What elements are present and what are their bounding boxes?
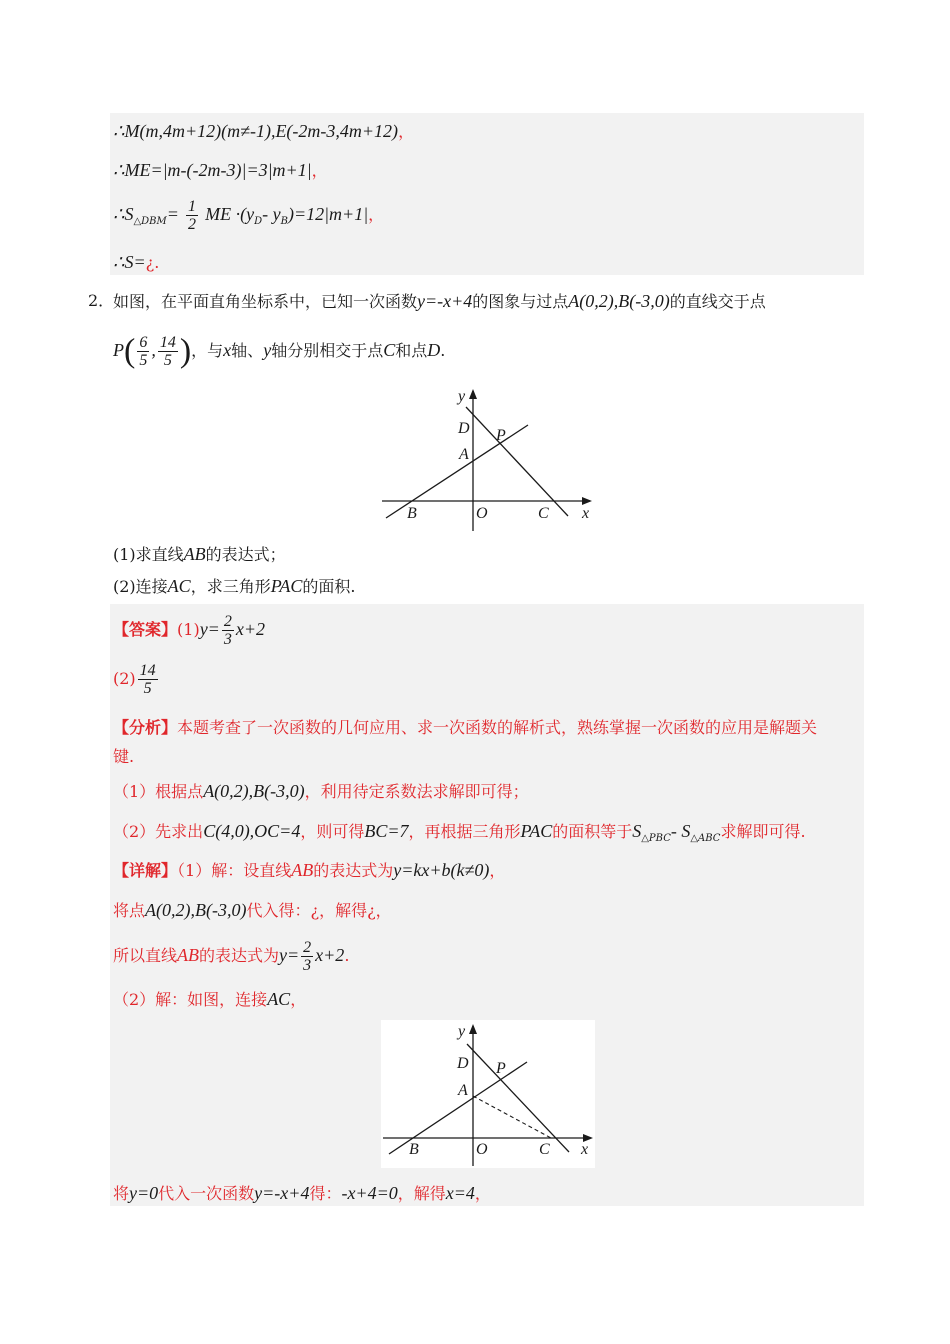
problem-number: 2．: [88, 291, 115, 310]
label-b-2: B: [409, 1141, 419, 1158]
detail-line-3: 所以直线AB的表达式为y= $\frac{2}{3}$ x+2.: [113, 939, 350, 974]
coordinate-figure-2: [381, 1020, 595, 1168]
label-x-2: x: [581, 1141, 589, 1158]
top-line-4: ∴S=¿.: [113, 252, 160, 272]
top-line-3: $\therefore S_{\triangle DBM}=$ $\frac{1}{2}$ ME $\cdot(y_D-$ $y_B)=12|m+1|$，: [113, 198, 385, 233]
label-x: x: [582, 505, 590, 522]
label-c-2: C: [539, 1141, 550, 1158]
top-line-2: ∴ME=|m-(-2m-3)|=3|m+1|，: [113, 160, 328, 180]
detail-line-4: （2）解：如图，连接AC，: [113, 989, 307, 1009]
question-2: (2)连接AC，求三角形PAC的面积.: [113, 576, 356, 596]
detail-line-2: 将点A(0,2),B(-3,0)代入得：¿，解得¿，: [113, 900, 392, 920]
label-d: D: [458, 420, 470, 437]
label-p: P: [496, 427, 506, 444]
fraction-one-half: $\frac{1}{2}$: [188, 198, 196, 233]
label-p-2: P: [496, 1060, 506, 1077]
detail-line-5: 将y=0代入一次函数y=-x+4得：-x+4=0，解得x=4，: [113, 1183, 491, 1203]
label-y-2: y: [458, 1023, 466, 1040]
problem-line-2: P( $\frac{6}{5}$ , $\frac{14}{5}$ )，与x轴、y轴分别相交于点C和点D.: [113, 332, 446, 370]
answer-line-2: (2) $\frac{14}{5}$: [113, 662, 156, 697]
analysis-step-2: （2）先求出C(4,0),OC=4，则可得BC=7，再根据三角形PAC的面积等于$S_{\triangle PBC}-$ $S_{\triangle ABC}$求解即可得.: [113, 821, 806, 844]
detail-line-1: 【详解】（1）解：设直线AB的表达式为y=kx+b(k≠0)，: [113, 860, 506, 880]
label-d-2: D: [457, 1055, 469, 1072]
label-o-2: O: [476, 1141, 488, 1158]
label-b: B: [407, 505, 417, 522]
answer-line-1: 【答案】(1)y= $\frac{2}{3}$ x+2: [113, 613, 265, 648]
x-axis-arrow: [582, 497, 592, 505]
analysis-step-1: （1）根据点A(0,2),B(-3,0)，利用待定系数法求解即可得；: [113, 781, 529, 801]
y-axis-arrow: [469, 389, 477, 399]
label-o: O: [476, 505, 488, 522]
analysis-line-1: 【分析】本题考查了一次函数的几何应用、求一次函数的解析式，熟练掌握一次函数的应用是解题关: [113, 718, 818, 737]
label-y: y: [458, 388, 466, 405]
top-line-1: ∴M(m,4m+12)(m≠-1),E(-2m-3,4m+12)，: [113, 121, 415, 141]
label-c: C: [538, 505, 549, 522]
problem-line-1: 如图，在平面直角坐标系中，已知一次函数y=-x+4的图象与过点A(0,2),B(-3,0)的直线交于点: [113, 291, 766, 311]
label-a-2: A: [458, 1082, 468, 1099]
label-a: A: [459, 446, 469, 463]
question-1: (1)求直线AB的表达式；: [113, 544, 286, 564]
line-dc: [466, 407, 568, 516]
analysis-line-2: 键.: [113, 747, 135, 766]
coordinate-figure-1: [378, 385, 598, 535]
